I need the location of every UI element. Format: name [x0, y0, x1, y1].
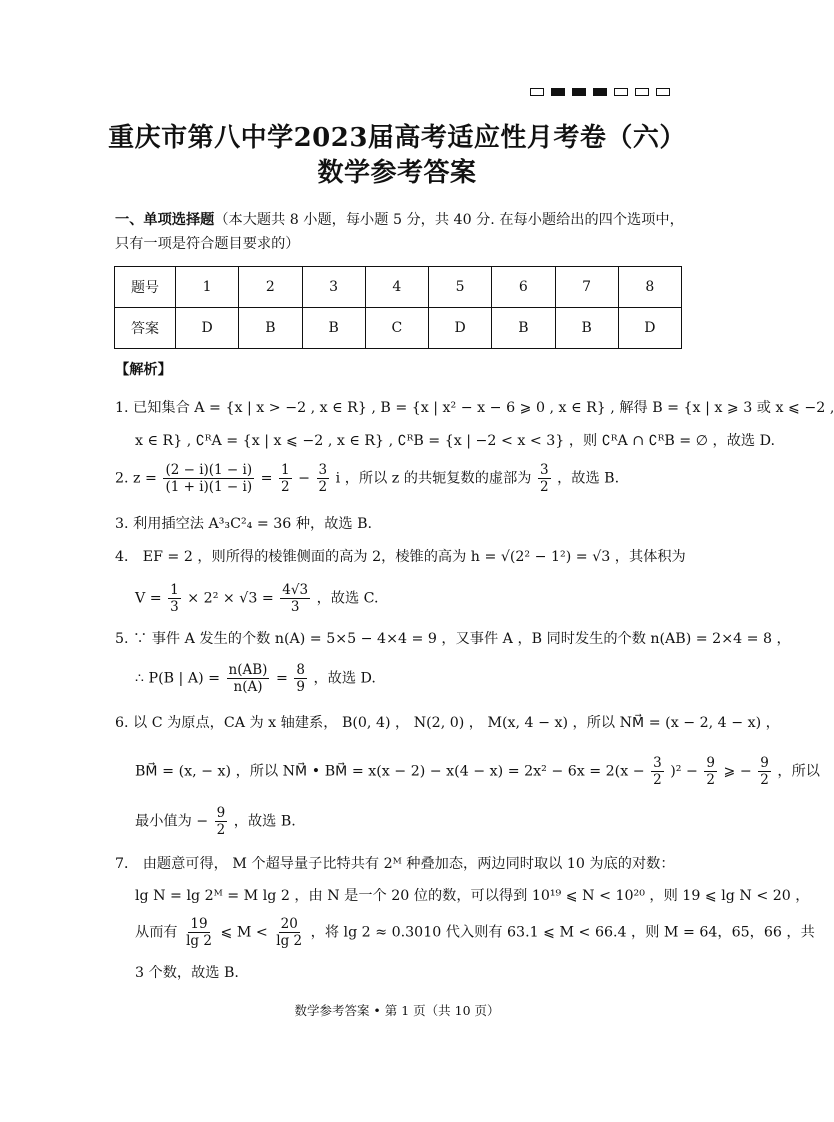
fraction-numerator: (2 − i)(1 − i) [165, 462, 253, 478]
fraction-numerator: 8 [296, 662, 305, 678]
section-description: （本大题共 8 小题，每小题 5 分，共 40 分. 在每小题给出的四个选项中，只有一项是符合题目要求的） [115, 212, 684, 252]
fraction-denominator: 2 [760, 772, 769, 788]
fraction [758, 755, 771, 788]
fraction-numerator: 9 [760, 755, 769, 771]
fraction [168, 582, 181, 615]
section-heading: 一、单项选择题 [115, 212, 215, 228]
fraction [538, 462, 551, 495]
solution-7-line-4: 3 个数，故选 B. [135, 965, 239, 981]
page-title: 重庆市第八中学2023届高考适应性月考卷（六） [108, 123, 686, 153]
solution-6-end: ，故选 B. [233, 813, 296, 830]
table-cell: 3 [302, 267, 365, 308]
table-cell: B [302, 308, 365, 349]
table-row [115, 308, 682, 349]
row-label-number: 题号 [115, 267, 176, 308]
fraction-denominator: 2 [216, 822, 226, 838]
solution-5-end: ，故选 D. [313, 670, 376, 687]
solution-4-mid: × 2² × √3 = [187, 590, 274, 607]
fraction [163, 462, 254, 495]
solution-7-line-1: 7． 由题意可得， M 个超导量子比特共有 2ᴹ 种叠加态，两边同时取以 10 为底的对数： [115, 856, 675, 872]
fraction-denominator: lg 2 [186, 933, 212, 949]
fraction-numerator: 4√3 [282, 582, 309, 598]
solution-2-prefix: 2. z = [115, 470, 157, 487]
solution-6-expr-c: ⩾ − [723, 763, 752, 780]
solution-1-line-1: 1. 已知集合 A = {x | x > −2 , x ∈ R} , B = {x | x² − x − 6 ⩾ 0 , x ∈ R} , 解得 B = {x | x ⩾ 3 或 x ⩽ −2 , [115, 400, 834, 416]
solution-6-line-2 [135, 755, 820, 788]
solution-3: 3. 利用插空法 A³₃C²₄ = 36 种，故选 B. [115, 516, 373, 532]
solution-4-line-1: 4． EF = 2 ，则所得的棱锥侧面的高为 2，棱锥的高为 h = √(2² − 1²) = √3 ，其体积为 [115, 549, 686, 565]
table-cell: 6 [492, 267, 555, 308]
solution-4-end: ，故选 C. [316, 590, 379, 607]
table-cell: 1 [176, 267, 239, 308]
fraction [274, 916, 304, 949]
solution-5-line-1: 5. ∵ 事件 A 发生的个数 n(A) = 5×5 − 4×4 = 9 ，又事件 A ，B 同时发生的个数 n(AB) = 2×4 = 8 ， [115, 631, 791, 647]
fraction-denominator: 3 [170, 599, 179, 615]
table-row [115, 267, 682, 308]
table-cell: B [492, 308, 555, 349]
table-cell: 7 [555, 267, 618, 308]
fraction-denominator: 2 [539, 479, 549, 495]
solution-5-prefix: ∴ P(B | A) = [135, 670, 221, 687]
solution-1-line-2: x ∈ R} , ∁ᴿA = {x | x ⩽ −2 , x ∈ R} , ∁ᴿB = {x | −2 < x < 3} ，则 ∁ᴿA ∩ ∁ᴿB = ∅ ，故选 D. [135, 433, 776, 449]
fraction-denominator: 3 [290, 599, 300, 615]
solution-7-end: ，将 lg 2 ≈ 0.3010 代入则有 63.1 ⩽ M < 66.4 ，则 M = 64，65，66 ，共 [310, 924, 815, 941]
fraction-denominator: 2 [281, 479, 290, 495]
fraction [227, 662, 270, 695]
page-subtitle: 数学参考答案 [317, 158, 477, 188]
solution-5-equals: = [275, 670, 288, 687]
solution-2-minus: − [298, 470, 311, 487]
solution-4-prefix: V = [135, 590, 162, 607]
table-cell: C [365, 308, 428, 349]
solution-6-expr-b: )² − [670, 763, 698, 780]
fraction-denominator: 2 [706, 772, 715, 788]
document-code-mark [530, 88, 670, 96]
section-intro [115, 208, 685, 256]
fraction-denominator: 2 [653, 772, 662, 788]
solution-2 [115, 462, 619, 495]
fraction-numerator: 9 [216, 805, 226, 821]
solution-6-line-1: 6. 以 C 为原点，CA 为 x 轴建系， B(0, 4) ， N(2, 0) ， M(x, 4 − x) ，所以 NM⃗ = (x − 2, 4 − x) ， [115, 715, 780, 731]
analysis-heading: 【解析】 [115, 362, 172, 378]
table-cell: B [239, 308, 302, 349]
fraction-numerator: 19 [190, 916, 208, 932]
solution-7-prefix: 从而有 [135, 924, 178, 941]
fraction [279, 462, 292, 495]
solution-6-min-prefix: 最小值为 − [135, 813, 209, 830]
table-cell: B [555, 308, 618, 349]
fraction [215, 805, 228, 838]
solution-7-line-3 [135, 916, 815, 949]
fraction-numerator: 1 [281, 462, 290, 478]
fraction-numerator: 3 [539, 462, 549, 478]
solution-7-line-2: lg N = lg 2ᴹ = M lg 2 ，由 N 是一个 20 位的数，可以得到 10¹⁹ ⩽ N < 10²⁰ ，则 19 ⩽ lg N < 20 ， [135, 888, 810, 904]
table-cell: 4 [365, 267, 428, 308]
fraction-numerator: 9 [706, 755, 715, 771]
table-cell: D [176, 308, 239, 349]
fraction [280, 582, 310, 615]
fraction-numerator: 3 [653, 755, 662, 771]
table-cell: 5 [429, 267, 492, 308]
table-cell: D [429, 308, 492, 349]
solution-2-equals: = [260, 470, 273, 487]
solution-5-line-2 [135, 662, 376, 695]
fraction-denominator: lg 2 [276, 933, 303, 949]
solution-4-line-2 [135, 582, 379, 615]
table-cell: 2 [239, 267, 302, 308]
table-cell: 8 [618, 267, 681, 308]
solution-6-line-3 [135, 805, 296, 838]
fraction-numerator: n(AB) [228, 662, 268, 678]
fraction-denominator: n(A) [233, 679, 263, 695]
fraction-denominator: 2 [318, 479, 328, 495]
fraction-numerator: 1 [170, 582, 179, 598]
fraction [651, 755, 664, 788]
page-footer: 数学参考答案 • 第 1 页（共 10 页） [294, 1003, 500, 1018]
solution-7-mid: ⩽ M < [220, 924, 268, 941]
solution-6-expr-d: ，所以 [777, 763, 820, 780]
solution-2-text: i ，所以 z 的共轭复数的虚部为 [335, 470, 532, 487]
answer-table [114, 266, 682, 349]
fraction-denominator: 9 [296, 679, 305, 695]
solution-2-end: ，故选 B. [557, 470, 620, 487]
fraction [184, 916, 214, 949]
fraction-numerator: 3 [318, 462, 328, 478]
fraction [294, 662, 307, 695]
fraction [317, 462, 330, 495]
fraction-numerator: 20 [280, 916, 298, 932]
fraction-denominator: (1 + i)(1 − i) [165, 479, 253, 495]
fraction [704, 755, 717, 788]
table-cell: D [618, 308, 681, 349]
row-label-answer: 答案 [115, 308, 176, 349]
solution-6-expr-a: BM⃗ = (x, − x) ，所以 NM⃗ • BM⃗ = x(x − 2) − x(4 − x) = 2x² − 6x = 2(x − [135, 763, 645, 780]
